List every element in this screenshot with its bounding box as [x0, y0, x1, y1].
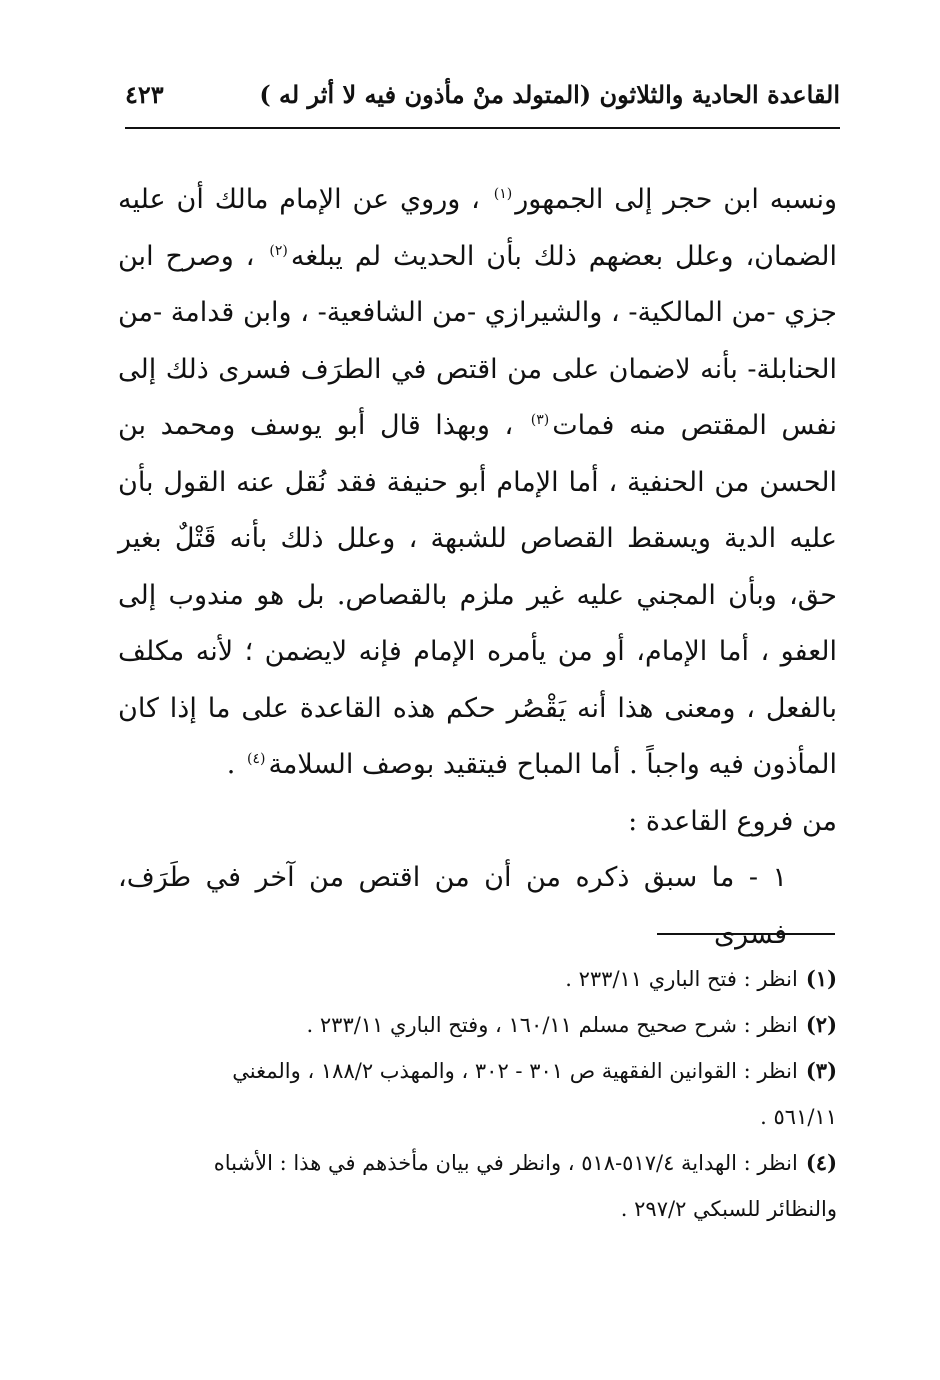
footnote-reference: (٢) — [269, 242, 288, 259]
header-title: القاعدة الحادية والثلاثون (المتولد منْ مأذون فيه لا أثر له ) — [259, 80, 840, 109]
footnote-reference: (٣) — [530, 412, 550, 428]
footnote-number: (١) — [805, 966, 837, 991]
footnote-number: (٤) — [805, 1150, 837, 1175]
footnote-text: انظر : شرح صحيح مسلم ١٦٠/١١ ، وفتح الباري ٢٣٣/١١ . — [306, 1013, 798, 1037]
footnote — [118, 956, 837, 1002]
body-text-segment: . — [226, 749, 236, 780]
footnotes — [118, 956, 837, 1232]
footnote — [118, 1048, 837, 1094]
body-text-segment: ، وصرح ابن جزي -من المالكية- ، والشيرازي -من الشافعية- ، وابن قدامة -من الحنابلة- بأنه لاضمان على من اقتص في الطرَف فسرى ذلك إلى نفس المقتص منه فمات — [118, 240, 837, 441]
footnote-number: (٢) — [805, 1012, 837, 1037]
header-rule — [125, 127, 840, 129]
body-text-segment: ونسبه ابن حجر إلى الجمهور — [515, 184, 837, 215]
body-text-segment: ، وروي عن الإمام مالك أن عليه الضمان، وعلل بعضهم ذلك بأن الحديث لم يبلغه — [118, 184, 837, 272]
body-text-segment: ، وبهذا قال أبو يوسف ومحمد بن الحسن من الحنفية ، أما الإمام أبو حنيفة فقد نُقل عنه القول بأن عليه الدية ويسقط القصاص للشبهة ، وعلل ذلك بأنه قَتْلٌ بغير حق، وبأن المجني عليه غير ملزم بالقصاص. بل هو مندوب إلى العفو ، أما الإمام، أو من يأمره الإمام فإنه لايضمن ؛ لأنه مكلف بالفعل ، ومعنى هذا أنه يَقْصُر حكم هذه القاعدة على ما إذا كان المأذون فيه واجباً . أما المباح فيتقيد بوصف السلامة — [118, 410, 837, 780]
page-number: ٤٢٣ — [125, 80, 164, 109]
footnote-continuation: ٥٦١/١١ . — [760, 1105, 837, 1129]
main-text — [118, 172, 837, 963]
footnote-text: انظر : فتح الباري ٢٣٣/١١ . — [565, 967, 798, 991]
footnote-text: انظر : القوانين الفقهية ص ٣٠١ - ٣٠٢ ، والمهذب ١٨٨/٢ ، والمغني — [232, 1059, 798, 1083]
body-paragraph — [118, 172, 837, 794]
footnote-reference: (١) — [493, 186, 513, 202]
footnote — [118, 1002, 837, 1048]
footnote-separator — [657, 933, 835, 935]
footnote-reference: (٤) — [246, 751, 266, 767]
section-heading: من فروع القاعدة : — [628, 805, 837, 837]
running-header — [125, 80, 840, 120]
footnote-continuation: والنظائر للسبكي ٢٩٧/٢ . — [620, 1197, 837, 1221]
footnote-text: انظر : الهداية ٥١٧/٤-٥١٨ ، وانظر في بيان مأخذهم في هذا : الأشباه — [213, 1151, 798, 1175]
footnote — [118, 1140, 837, 1186]
list-item: ١ - ما سبق ذكره من أن من اقتص من آخر في طَرَف، فسرى — [118, 862, 787, 950]
footnote-number: (٣) — [805, 1058, 837, 1083]
